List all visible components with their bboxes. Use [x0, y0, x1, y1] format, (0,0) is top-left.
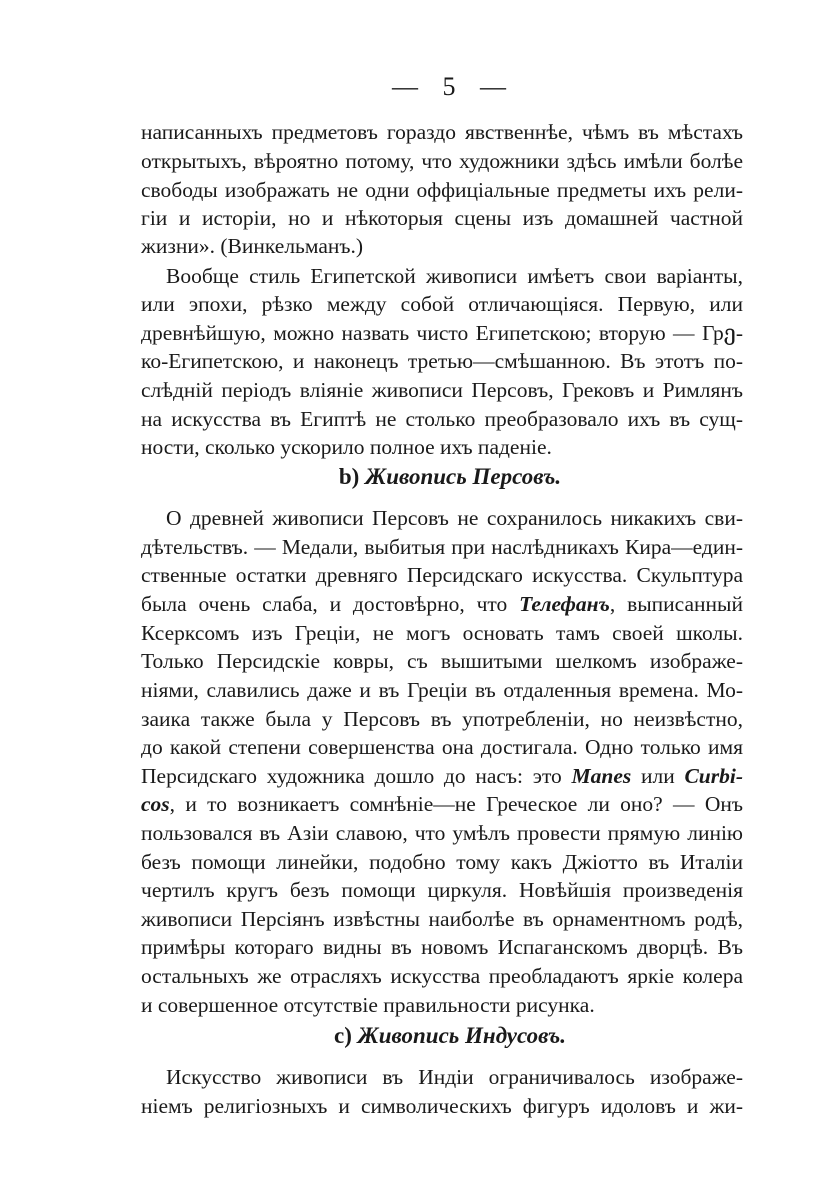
text-line: дѣтельствъ. — Медали, выбитыя при наслѣдникахъ Кира—един- [141, 535, 743, 559]
text-span: , выписанный [609, 592, 743, 616]
text-span: , и то возникаетъ сомнѣніе—не Греческое ли оно? — Онъ [169, 792, 743, 816]
name-curbicos-end: cos [141, 792, 170, 816]
text-line: примѣры котораго видны въ новомъ Испаганскомъ дворцѣ. Въ [141, 935, 743, 959]
text-line: написанныхъ предметовъ гораздо явственнѣе, чѣмъ въ мѣстахъ [141, 120, 743, 144]
text-line [141, 590, 743, 618]
section-heading-letter: b) [338, 464, 360, 489]
text-span: или [631, 764, 685, 788]
section-heading-title: Живопись Персовъ. [365, 464, 562, 489]
text-line: древнѣйшую, можно назвать чисто Египетскою; вторую — Грე- [141, 321, 743, 345]
section-heading-title: Живопись Индусовъ. [357, 1023, 566, 1048]
text-line: свободы изображать не одни оффиціальные предметы ихъ рели- [141, 178, 743, 202]
text-line: Только Персидскіе ковры, съ вышитыми шелкомъ изображе- [141, 649, 743, 673]
text-line: ственные остатки древняго Персидскаго искусства. Скульптура [141, 563, 743, 587]
page-number-dash-left: — [392, 72, 420, 101]
page-number-value: 5 [442, 72, 458, 101]
page-number [0, 72, 840, 102]
text-span: была очень слаба, и достовѣрно, что [141, 592, 520, 616]
text-line: жизни». (Винкельманъ.) [141, 234, 364, 258]
text-line: остальныхъ же отрасляхъ искусства преобладаютъ яркіе колера [141, 964, 743, 988]
text-line: слѣдній періодъ вліяніе живописи Персовъ, Грековъ и Римлянъ [141, 378, 743, 402]
section-heading-c [0, 1021, 840, 1051]
name-curbicos: Curbi- [684, 764, 743, 788]
text-span: Персидскаго художника дошло до насъ: это [141, 764, 572, 788]
text-line: и совершенное отсутствіе правильности рисунка. [141, 993, 595, 1017]
text-line: живописи Персіянъ извѣстны наиболѣе въ орнаментномъ родѣ, [141, 907, 743, 931]
text-line: ко-Египетскою, и наконецъ третью—смѣшанною. Въ этотъ по- [141, 349, 743, 373]
name-telephanes: Телефанъ [519, 592, 610, 616]
text-line: ніемъ религіозныхъ и символическихъ фигуръ идоловъ и жи- [141, 1094, 743, 1118]
text-line: открытыхъ, вѣроятно потому, что художники здѣсь имѣли болѣе [141, 149, 743, 173]
text-line: чертилъ кругъ безъ помощи циркуля. Новѣйшія произведенія [141, 878, 743, 902]
text-line: безъ помощи линейки, подобно тому какъ Джіотто въ Италіи [141, 850, 743, 874]
text-line: на искусства въ Египтѣ не столько преобразовало ихъ въ сущ- [141, 407, 743, 431]
text-line: до какой степени совершенства она достигала. Одно только имя [141, 735, 743, 759]
page-number-dash-right: — [480, 72, 508, 101]
text-line: О древней живописи Персовъ не сохранилось никакихъ сви- [166, 506, 743, 530]
section-heading-b [0, 462, 840, 492]
text-line: Ксерксомъ изъ Греціи, не могъ основать тамъ своей школы. [141, 621, 743, 645]
text-line: пользовался въ Азіи славою, что умѣлъ провести прямую линію [141, 821, 743, 845]
text-line: ности, сколько ускорило полное ихъ паденіе. [141, 435, 552, 459]
section-heading-letter: c) [333, 1023, 352, 1048]
text-line [141, 762, 743, 790]
text-line [141, 790, 743, 818]
text-line: гіи и исторіи, но и нѣкоторыя сцены изъ домашней частной [141, 206, 743, 230]
text-line: ніями, славились даже и въ Греціи въ отдаленныя времена. Мо- [141, 678, 743, 702]
name-manes: Manes [571, 764, 632, 788]
text-line: заика также была у Персовъ въ употребленіи, но неизвѣстно, [141, 707, 743, 731]
text-line: или эпохи, рѣзко между собой отличающіяся. Первую, или [141, 292, 743, 316]
text-line: Вообще стиль Египетской живописи имѣетъ свои варіанты, [166, 264, 743, 288]
text-line: Искусство живописи въ Индіи ограничивалось изображе- [166, 1065, 743, 1089]
